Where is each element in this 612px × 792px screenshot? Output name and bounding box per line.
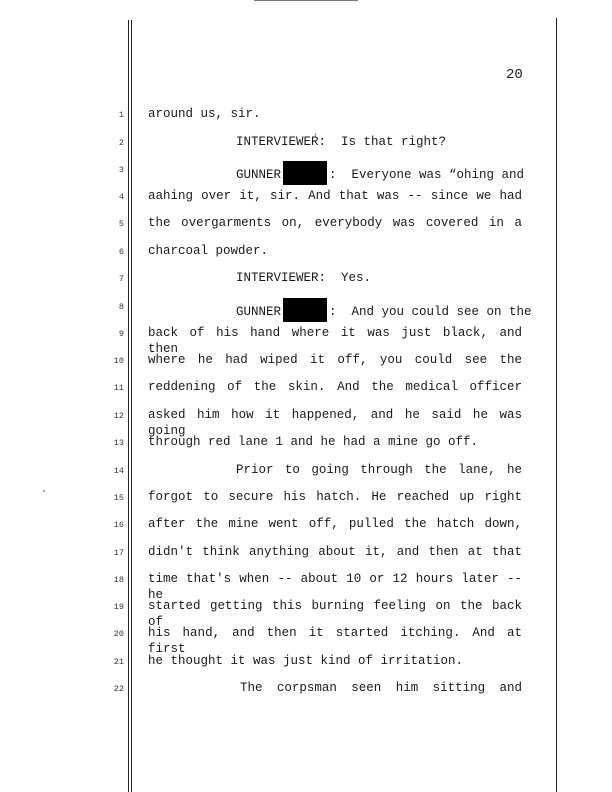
line-number: 16: [113, 520, 124, 530]
redaction-box: [283, 161, 327, 185]
line-number: 21: [113, 657, 124, 667]
transcript-line: time that's when -- about 10 or 12 hours later -- he: [148, 572, 522, 602]
line-number: 6: [118, 247, 124, 257]
line-number: 14: [113, 466, 124, 476]
line-number: 4: [118, 192, 124, 202]
transcript-line: [236, 298, 532, 322]
transcript-line: [236, 161, 524, 185]
line-number: 15: [113, 493, 124, 503]
line-number: 7: [118, 274, 124, 284]
left-margin-rule-outer: [128, 20, 129, 792]
transcript-line: Prior to going through the lane, he: [236, 463, 522, 477]
transcript-line: around us, sir.: [148, 107, 261, 121]
transcript-line: charcoal powder.: [148, 244, 269, 258]
right-margin-rule: [556, 18, 557, 792]
transcript-line: where he had wiped it off, you could see the: [148, 353, 522, 367]
left-margin-rule-inner: [131, 20, 132, 792]
line-number: 1: [118, 110, 124, 120]
transcript-line: his hand, and then it started itching. And at first: [148, 626, 522, 656]
speck: [43, 490, 45, 492]
line-number: 13: [113, 438, 124, 448]
transcript-line: INTERVIEWER: Yes.: [236, 271, 372, 285]
transcript-line: started getting this burning feeling on the back of: [148, 599, 522, 629]
line-number: 11: [113, 383, 124, 393]
speaker-label: GUNNER: [236, 305, 282, 319]
line-number: 20: [113, 629, 124, 639]
transcript-line: through red lane 1 and he had a mine go off.: [148, 435, 479, 449]
line-number: 10: [113, 356, 124, 366]
transcript-line: back of his hand where it was just black, and then: [148, 326, 522, 356]
line-number: 12: [113, 411, 124, 421]
speaker-text: : Everyone was “ohing and: [329, 168, 525, 182]
line-number: 18: [113, 575, 124, 585]
transcript-line: didn't think anything about it, and then at that: [148, 545, 522, 559]
line-number: 9: [118, 329, 124, 339]
line-number: 8: [118, 302, 124, 312]
speaker-text: : And you could see on the: [329, 305, 532, 319]
line-number: 5: [118, 219, 124, 229]
transcript-line: forgot to secure his hatch. He reached up right: [148, 490, 522, 504]
speaker-label: GUNNER: [236, 168, 282, 182]
line-number: 22: [113, 684, 124, 694]
transcript-line: aahing over it, sir. And that was -- since we had: [148, 189, 522, 203]
transcript-line: asked him how it happened, and he said he was going: [148, 408, 522, 438]
transcript-line: INTERVIEWER: Is that right?: [236, 135, 447, 149]
line-number: 17: [113, 548, 124, 558]
line-number: 3: [118, 165, 124, 175]
line-number: 2: [118, 138, 124, 148]
transcript-line: reddening of the skin. And the medical officer: [148, 380, 522, 394]
transcript-line: after the mine went off, pulled the hatch down,: [148, 517, 522, 531]
transcript-line: The corpsman seen him sitting and: [240, 681, 522, 695]
transcript-line: the overgarments on, everybody was covered in a: [148, 216, 522, 230]
line-number: 19: [113, 602, 124, 612]
page-number: 20: [506, 67, 523, 83]
redaction-box: [283, 298, 327, 322]
top-rule: [254, 0, 358, 1]
transcript-line: he thought it was just kind of irritation.: [148, 654, 464, 668]
